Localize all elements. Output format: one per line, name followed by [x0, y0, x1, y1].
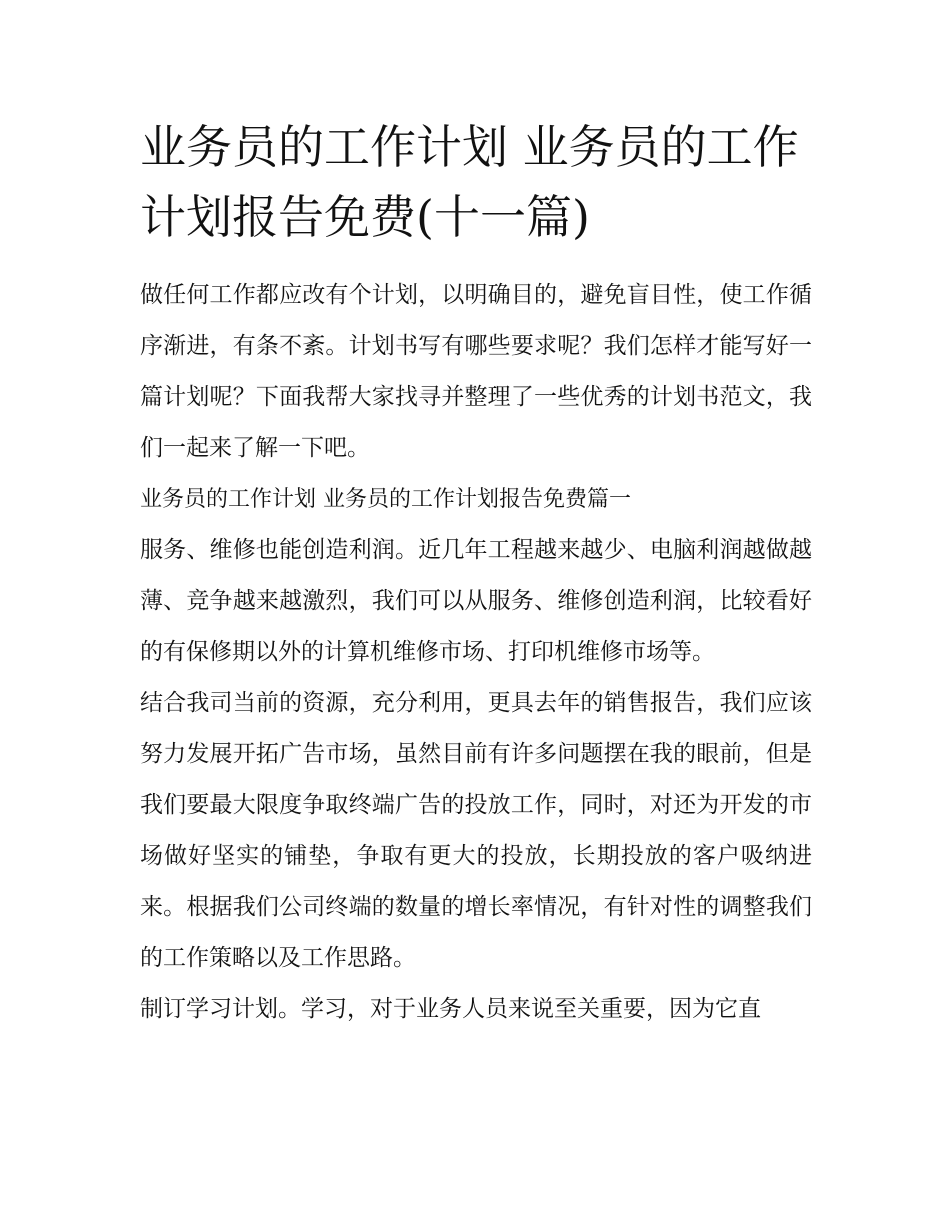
document-title: 业务员的工作计划 业务员的工作计划报告免费(十一篇): [140, 120, 799, 244]
section-heading: 业务员的工作计划 业务员的工作计划报告免费篇一: [140, 487, 631, 512]
body-paragraph-3: 制订学习计划。学习，对于业务人员来说至关重要，因为它直: [140, 996, 761, 1022]
intro-paragraph: 做任何工作都应改有个计划，以明确目的，避免盲目性，使工作循序渐进，有条不紊。计划书写有哪些要求呢？我们怎样才能写好一篇计划呢？下面我帮大家找寻并整理了一些优秀的计划书范文，我们一起来了解一下吧。: [140, 282, 812, 461]
body-paragraph-2: 结合我司当前的资源，充分利用，更具去年的销售报告，我们应该努力发展开拓广告市场，虽然目前有许多问题摆在我的眼前，但是我们要最大限度争取终端广告的投放工作，同时，对还为开发的市场做好坚实的铺垫，争取有更大的投放，长期投放的客户吸纳进来。根据我们公司终端的数量的增长率情况，有针对性的调整我们的工作策略以及工作思路。: [140, 690, 812, 971]
document-page: [140, 112, 812, 1035]
body-paragraph-1: 服务、维修也能创造利润。近几年工程越来越少、电脑利润越做越薄、竞争越来越激烈，我们可以从服务、维修创造利润，比较看好的有保修期以外的计算机维修市场、打印机维修市场等。: [140, 537, 812, 665]
